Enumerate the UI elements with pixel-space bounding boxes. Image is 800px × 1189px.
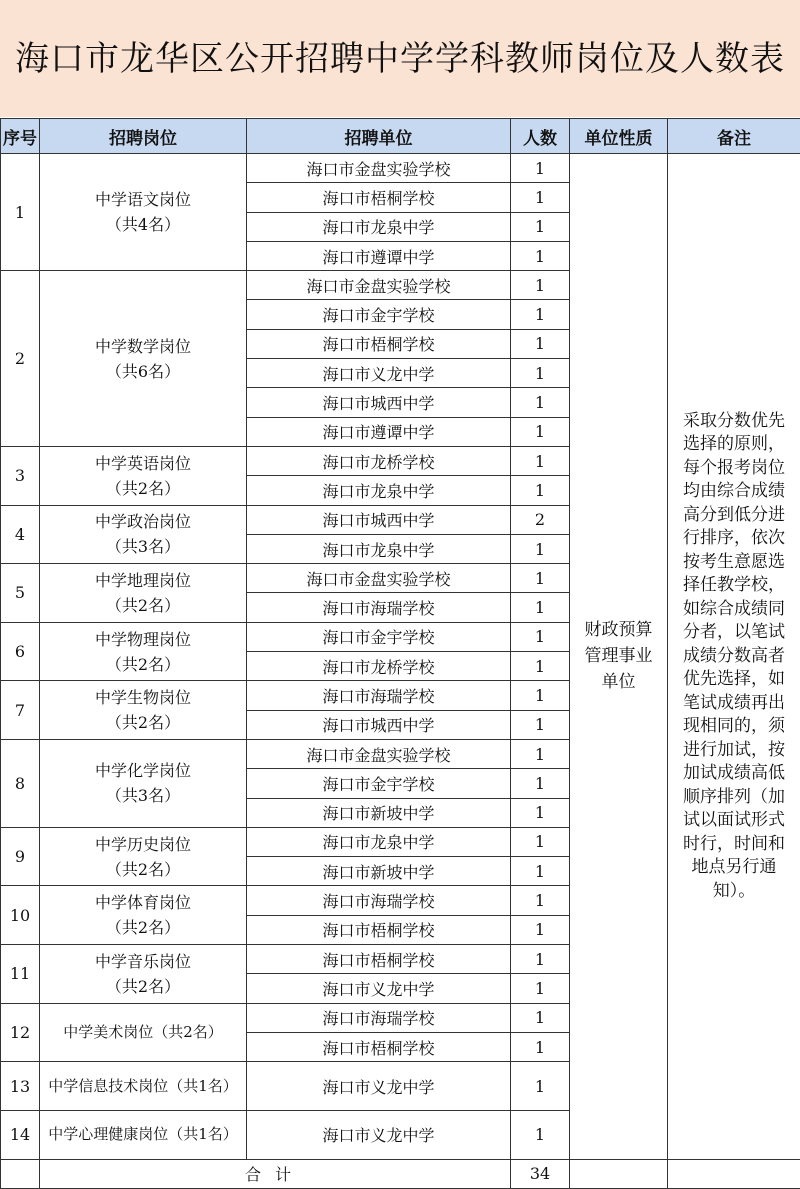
position-cell bbox=[40, 564, 247, 623]
count-cell: 1 bbox=[511, 476, 570, 505]
row-number: 8 bbox=[1, 739, 40, 827]
position-name: 中学数学岗位 bbox=[40, 334, 246, 359]
school-cell: 海口市龙泉中学 bbox=[247, 827, 511, 856]
row-number: 2 bbox=[1, 271, 40, 447]
position-quota: （共6名） bbox=[40, 359, 246, 384]
school-cell: 海口市海瑞学校 bbox=[247, 1003, 511, 1032]
position-cell bbox=[40, 505, 247, 564]
school-cell: 海口市梧桐学校 bbox=[247, 329, 511, 358]
header-count: 人数 bbox=[511, 119, 570, 154]
position-quota: （共2名） bbox=[40, 857, 246, 882]
position-cell bbox=[40, 154, 247, 271]
row-number: 10 bbox=[1, 886, 40, 945]
count-cell: 1 bbox=[511, 329, 570, 358]
count-cell: 1 bbox=[511, 1110, 570, 1159]
school-cell: 海口市龙泉中学 bbox=[247, 476, 511, 505]
position-name: 中学地理岗位 bbox=[40, 568, 246, 593]
school-cell: 海口市义龙中学 bbox=[247, 1062, 511, 1111]
school-cell: 海口市海瑞学校 bbox=[247, 886, 511, 915]
row-number: 13 bbox=[1, 1062, 40, 1111]
count-cell: 1 bbox=[511, 359, 570, 388]
row-number: 7 bbox=[1, 681, 40, 740]
total-remark-cell bbox=[668, 1159, 800, 1188]
school-cell: 海口市新坡中学 bbox=[247, 857, 511, 886]
unit-type-text: 财政预算管理事业单位 bbox=[570, 617, 667, 695]
school-cell: 海口市遵谭中学 bbox=[247, 417, 511, 446]
school-cell: 海口市金宇学校 bbox=[247, 769, 511, 798]
count-cell: 1 bbox=[511, 827, 570, 856]
position-name: 中学心理健康岗位（共1名） bbox=[40, 1122, 246, 1147]
count-cell: 1 bbox=[511, 974, 570, 1003]
row-number: 3 bbox=[1, 446, 40, 505]
position-quota: （共2名） bbox=[40, 476, 246, 501]
school-cell: 海口市梧桐学校 bbox=[247, 1032, 511, 1061]
count-cell: 1 bbox=[511, 652, 570, 681]
position-cell bbox=[40, 681, 247, 740]
position-name: 中学英语岗位 bbox=[40, 451, 246, 476]
count-cell: 1 bbox=[511, 417, 570, 446]
table-row bbox=[1, 154, 800, 183]
position-quota: （共2名） bbox=[40, 915, 246, 940]
school-cell: 海口市金宇学校 bbox=[247, 300, 511, 329]
count-cell: 1 bbox=[511, 300, 570, 329]
total-count: 34 bbox=[511, 1159, 570, 1188]
school-cell: 海口市城西中学 bbox=[247, 710, 511, 739]
position-cell bbox=[40, 622, 247, 681]
count-cell: 1 bbox=[511, 212, 570, 241]
school-cell: 海口市新坡中学 bbox=[247, 798, 511, 827]
position-cell bbox=[40, 739, 247, 827]
school-cell: 海口市城西中学 bbox=[247, 505, 511, 534]
count-cell: 1 bbox=[511, 534, 570, 563]
count-cell: 1 bbox=[511, 154, 570, 183]
position-name: 中学政治岗位 bbox=[40, 509, 246, 534]
school-cell: 海口市义龙中学 bbox=[247, 974, 511, 1003]
school-cell: 海口市义龙中学 bbox=[247, 1110, 511, 1159]
total-label: 合计 bbox=[40, 1159, 511, 1188]
position-cell bbox=[40, 446, 247, 505]
row-number: 14 bbox=[1, 1110, 40, 1159]
school-cell: 海口市龙桥学校 bbox=[247, 446, 511, 475]
count-cell: 1 bbox=[511, 1062, 570, 1111]
row-number: 11 bbox=[1, 945, 40, 1004]
school-cell: 海口市梧桐学校 bbox=[247, 945, 511, 974]
count-cell: 1 bbox=[511, 271, 570, 300]
school-cell: 海口市龙泉中学 bbox=[247, 212, 511, 241]
row-number: 5 bbox=[1, 564, 40, 623]
row-number: 12 bbox=[1, 1003, 40, 1062]
position-quota: （共2名） bbox=[40, 710, 246, 735]
position-cell bbox=[40, 271, 247, 447]
position-cell bbox=[40, 945, 247, 1004]
position-cell bbox=[40, 827, 247, 886]
position-quota: （共3名） bbox=[40, 783, 246, 808]
header-school: 招聘单位 bbox=[247, 119, 511, 154]
position-name: 中学信息技术岗位（共1名） bbox=[40, 1074, 246, 1099]
table-body bbox=[1, 154, 800, 1189]
school-cell: 海口市金盘实验学校 bbox=[247, 271, 511, 300]
row-number: 6 bbox=[1, 622, 40, 681]
position-name: 中学语文岗位 bbox=[40, 187, 246, 212]
count-cell: 1 bbox=[511, 593, 570, 622]
row-number: 1 bbox=[1, 154, 40, 271]
header-remark: 备注 bbox=[668, 119, 800, 154]
position-quota: （共3名） bbox=[40, 534, 246, 559]
school-cell: 海口市金盘实验学校 bbox=[247, 564, 511, 593]
row-number: 4 bbox=[1, 505, 40, 564]
school-cell: 海口市遵谭中学 bbox=[247, 241, 511, 270]
position-cell bbox=[40, 886, 247, 945]
count-cell: 1 bbox=[511, 710, 570, 739]
count-cell: 1 bbox=[511, 769, 570, 798]
position-cell bbox=[40, 1110, 247, 1159]
remark-cell: 采取分数优先选择的原则，每个报考岗位均由综合成绩高分到低分进行排序，依次按考生意愿选择任教学校，如综合成绩同分者，以笔试成绩分数高者优先选择，如笔试成绩再出现相同的，须进行加试，按加试成绩高低顺序排列（加试以面试形式时行，时间和地点另行通知）。 bbox=[668, 154, 800, 1160]
position-name: 中学生物岗位 bbox=[40, 685, 246, 710]
total-no-cell bbox=[1, 1159, 40, 1188]
header-unit-type: 单位性质 bbox=[570, 119, 668, 154]
position-quota: （共2名） bbox=[40, 974, 246, 999]
school-cell: 海口市义龙中学 bbox=[247, 359, 511, 388]
count-cell: 1 bbox=[511, 915, 570, 944]
school-cell: 海口市城西中学 bbox=[247, 388, 511, 417]
school-cell: 海口市金宇学校 bbox=[247, 622, 511, 651]
count-cell: 1 bbox=[511, 564, 570, 593]
count-cell: 1 bbox=[511, 857, 570, 886]
school-cell: 海口市金盘实验学校 bbox=[247, 154, 511, 183]
header-row bbox=[1, 119, 800, 154]
count-cell: 1 bbox=[511, 622, 570, 651]
school-cell: 海口市海瑞学校 bbox=[247, 681, 511, 710]
count-cell: 1 bbox=[511, 1032, 570, 1061]
school-cell: 海口市梧桐学校 bbox=[247, 915, 511, 944]
row-number: 9 bbox=[1, 827, 40, 886]
count-cell: 1 bbox=[511, 681, 570, 710]
school-cell: 海口市金盘实验学校 bbox=[247, 739, 511, 768]
position-cell bbox=[40, 1003, 247, 1062]
count-cell: 1 bbox=[511, 945, 570, 974]
unit-type-cell bbox=[570, 154, 668, 1160]
school-cell: 海口市龙泉中学 bbox=[247, 534, 511, 563]
header-no: 序号 bbox=[1, 119, 40, 154]
position-quota: （共2名） bbox=[40, 652, 246, 677]
position-name: 中学体育岗位 bbox=[40, 890, 246, 915]
count-cell: 1 bbox=[511, 446, 570, 475]
school-cell: 海口市梧桐学校 bbox=[247, 183, 511, 212]
header-position: 招聘岗位 bbox=[40, 119, 247, 154]
total-row bbox=[1, 1159, 800, 1188]
count-cell: 2 bbox=[511, 505, 570, 534]
position-name: 中学物理岗位 bbox=[40, 627, 246, 652]
count-cell: 1 bbox=[511, 183, 570, 212]
position-quota: （共2名） bbox=[40, 593, 246, 618]
count-cell: 1 bbox=[511, 886, 570, 915]
count-cell: 1 bbox=[511, 1003, 570, 1032]
school-cell: 海口市海瑞学校 bbox=[247, 593, 511, 622]
page-title: 海口市龙华区公开招聘中学学科教师岗位及人数表 bbox=[0, 0, 800, 117]
recruitment-table bbox=[0, 118, 800, 1189]
position-cell bbox=[40, 1062, 247, 1111]
school-cell: 海口市龙桥学校 bbox=[247, 652, 511, 681]
position-name: 中学历史岗位 bbox=[40, 832, 246, 857]
position-quota: （共4名） bbox=[40, 212, 246, 237]
count-cell: 1 bbox=[511, 388, 570, 417]
count-cell: 1 bbox=[511, 798, 570, 827]
position-name: 中学音乐岗位 bbox=[40, 949, 246, 974]
total-unit-cell bbox=[570, 1159, 668, 1188]
position-name: 中学美术岗位（共2名） bbox=[40, 1020, 246, 1045]
position-name: 中学化学岗位 bbox=[40, 758, 246, 783]
count-cell: 1 bbox=[511, 241, 570, 270]
count-cell: 1 bbox=[511, 739, 570, 768]
